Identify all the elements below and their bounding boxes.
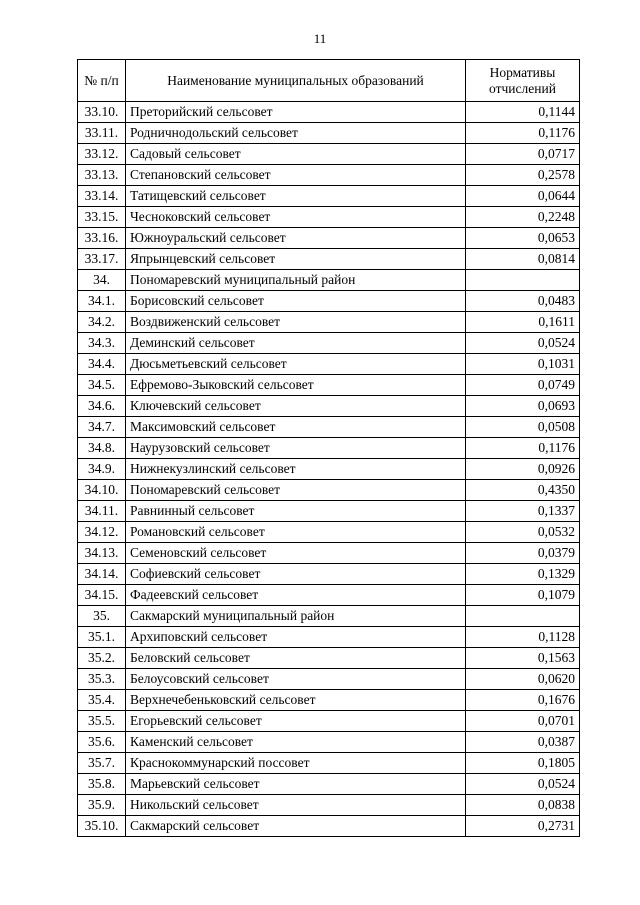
municipality-name: Марьевский сельсовет [126, 774, 466, 795]
table-row [78, 102, 580, 123]
municipality-name: Верхнечебеньковский сельсовет [126, 690, 466, 711]
row-number: 33.15. [78, 207, 126, 228]
norm-value: 0,1144 [466, 102, 580, 123]
norm-value: 0,0701 [466, 711, 580, 732]
row-number: 34.10. [78, 480, 126, 501]
row-number: 35. [78, 606, 126, 627]
municipality-name: Родничнодольский сельсовет [126, 123, 466, 144]
norm-value: 0,4350 [466, 480, 580, 501]
municipality-name: Беловский сельсовет [126, 648, 466, 669]
table-row [78, 522, 580, 543]
norm-value: 0,0653 [466, 228, 580, 249]
table-row [78, 585, 580, 606]
municipality-name: Фадеевский сельсовет [126, 585, 466, 606]
municipality-name: Дюсьметьевский сельсовет [126, 354, 466, 375]
municipality-name: Ключевский сельсовет [126, 396, 466, 417]
norm-value: 0,1176 [466, 438, 580, 459]
municipality-name: Борисовский сельсовет [126, 291, 466, 312]
row-number: 33.10. [78, 102, 126, 123]
municipality-name: Воздвиженский сельсовет [126, 312, 466, 333]
norm-value: 0,2248 [466, 207, 580, 228]
table-row [78, 816, 580, 837]
row-number: 34. [78, 270, 126, 291]
header-municipality-name: Наименование муниципальных образований [126, 60, 466, 102]
table-row [78, 291, 580, 312]
municipality-name: Егорьевский сельсовет [126, 711, 466, 732]
table-row [78, 354, 580, 375]
municipality-name: Преторийский сельсовет [126, 102, 466, 123]
table-row [78, 648, 580, 669]
norm-value: 0,1337 [466, 501, 580, 522]
row-number: 35.6. [78, 732, 126, 753]
table-row [78, 270, 580, 291]
table-row [78, 228, 580, 249]
table-row [78, 207, 580, 228]
row-number: 34.5. [78, 375, 126, 396]
table-row [78, 249, 580, 270]
row-number: 35.10. [78, 816, 126, 837]
municipality-name: Софиевский сельсовет [126, 564, 466, 585]
municipality-name: Пономаревский муниципальный район [126, 270, 466, 291]
norm-value: 0,1176 [466, 123, 580, 144]
table-row [78, 123, 580, 144]
norm-value: 0,0717 [466, 144, 580, 165]
table-row [78, 690, 580, 711]
row-number: 34.2. [78, 312, 126, 333]
row-number: 35.3. [78, 669, 126, 690]
norm-value: 0,1676 [466, 690, 580, 711]
norm-value: 0,0483 [466, 291, 580, 312]
norm-value: 0,0524 [466, 774, 580, 795]
row-number: 34.7. [78, 417, 126, 438]
table-row [78, 606, 580, 627]
municipality-name: Архиповский сельсовет [126, 627, 466, 648]
table-row [78, 795, 580, 816]
table-row [78, 312, 580, 333]
table-row [78, 753, 580, 774]
norm-value: 0,0838 [466, 795, 580, 816]
row-number: 34.3. [78, 333, 126, 354]
row-number: 33.14. [78, 186, 126, 207]
table-header-row [78, 60, 580, 102]
norm-value: 0,1611 [466, 312, 580, 333]
table-row [78, 732, 580, 753]
table-row [78, 396, 580, 417]
row-number: 34.12. [78, 522, 126, 543]
norm-value: 0,0926 [466, 459, 580, 480]
municipality-name: Максимовский сельсовет [126, 417, 466, 438]
page-number: 11 [313, 31, 327, 46]
municipality-name: Белоусовский сельсовет [126, 669, 466, 690]
norm-value: 0,0387 [466, 732, 580, 753]
norm-value: 0,1563 [466, 648, 580, 669]
table-row [78, 711, 580, 732]
municipality-name: Краснокоммунарский поссовет [126, 753, 466, 774]
norm-value: 0,0532 [466, 522, 580, 543]
norm-value: 0,0524 [466, 333, 580, 354]
municipality-name: Япрынцевский сельсовет [126, 249, 466, 270]
municipality-name: Сакмарский сельсовет [126, 816, 466, 837]
norm-value: 0,1128 [466, 627, 580, 648]
row-number: 34.13. [78, 543, 126, 564]
row-number: 35.5. [78, 711, 126, 732]
row-number: 34.1. [78, 291, 126, 312]
row-number: 33.12. [78, 144, 126, 165]
table-body [78, 102, 580, 837]
table-row [78, 564, 580, 585]
norm-value: 0,1329 [466, 564, 580, 585]
norm-value: 0,2731 [466, 816, 580, 837]
table-row [78, 417, 580, 438]
municipality-name: Семеновский сельсовет [126, 543, 466, 564]
row-number: 33.11. [78, 123, 126, 144]
municipality-name: Сакмарский муниципальный район [126, 606, 466, 627]
header-number: № п/п [78, 60, 126, 102]
row-number: 35.9. [78, 795, 126, 816]
norm-value: 0,0508 [466, 417, 580, 438]
row-number: 34.11. [78, 501, 126, 522]
table-row [78, 165, 580, 186]
table-row [78, 480, 580, 501]
row-number: 34.15. [78, 585, 126, 606]
norm-value: 0,0379 [466, 543, 580, 564]
norm-value: 0,1805 [466, 753, 580, 774]
municipality-name: Равнинный сельсовет [126, 501, 466, 522]
table-row [78, 375, 580, 396]
municipality-name: Деминский сельсовет [126, 333, 466, 354]
row-number: 35.4. [78, 690, 126, 711]
municipality-name: Татищевский сельсовет [126, 186, 466, 207]
row-number: 33.16. [78, 228, 126, 249]
municipality-name: Наурузовский сельсовет [126, 438, 466, 459]
norm-value: 0,0644 [466, 186, 580, 207]
table-row [78, 627, 580, 648]
municipality-name: Никольский сельсовет [126, 795, 466, 816]
row-number: 34.8. [78, 438, 126, 459]
table-row [78, 459, 580, 480]
row-number: 35.8. [78, 774, 126, 795]
row-number: 34.6. [78, 396, 126, 417]
table-row [78, 501, 580, 522]
norm-value: 0,2578 [466, 165, 580, 186]
table-row [78, 144, 580, 165]
norms-table [77, 59, 580, 837]
norm-value: 0,1031 [466, 354, 580, 375]
municipality-name: Каменский сельсовет [126, 732, 466, 753]
row-number: 33.13. [78, 165, 126, 186]
table-row [78, 438, 580, 459]
table-row [78, 543, 580, 564]
row-number: 35.1. [78, 627, 126, 648]
table-header [78, 60, 580, 102]
row-number: 34.9. [78, 459, 126, 480]
municipality-name: Степановский сельсовет [126, 165, 466, 186]
row-number: 34.4. [78, 354, 126, 375]
norm-value: 0,0620 [466, 669, 580, 690]
norm-value: 0,0749 [466, 375, 580, 396]
norm-value: 0,0693 [466, 396, 580, 417]
table-row [78, 774, 580, 795]
table-row [78, 333, 580, 354]
municipality-name: Южноуральский сельсовет [126, 228, 466, 249]
municipality-name: Ефремово-Зыковский сельсовет [126, 375, 466, 396]
municipality-name: Пономаревский сельсовет [126, 480, 466, 501]
norm-value [466, 606, 580, 627]
municipality-name: Чесноковский сельсовет [126, 207, 466, 228]
norm-value: 0,1079 [466, 585, 580, 606]
norm-value: 0,0814 [466, 249, 580, 270]
header-norms: Нормативы отчислений [466, 60, 580, 102]
municipality-name: Нижнекузлинский сельсовет [126, 459, 466, 480]
municipality-name: Садовый сельсовет [126, 144, 466, 165]
norm-value [466, 270, 580, 291]
row-number: 34.14. [78, 564, 126, 585]
table-row [78, 186, 580, 207]
row-number: 33.17. [78, 249, 126, 270]
row-number: 35.2. [78, 648, 126, 669]
row-number: 35.7. [78, 753, 126, 774]
table-row [78, 669, 580, 690]
municipality-name: Романовский сельсовет [126, 522, 466, 543]
